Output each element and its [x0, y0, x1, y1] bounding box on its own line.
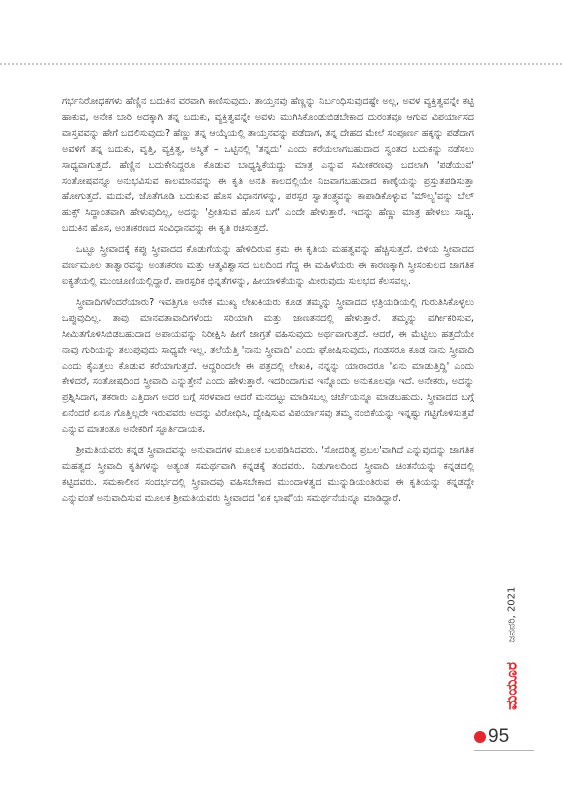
- issue-date: [497, 570, 527, 658]
- page-marker-dot: [474, 731, 486, 743]
- article-paragraph-1: ಗರ್ಭನಿರೋಧಕಗಳು ಹೆಣ್ಣಿನ ಬದುಕಿನ ವರವಾಗಿ ಕಾಣಿಸುವುದು. ತಾಯ್ತನವು ಹೆಣ್ಣನ್ನು ನಿರ್ಬಂಧಿಸುವುದಷ್ಟೇ ಅಲ್ಲ, ಅವಳ ವ್ಯಕ್ತಿತ್ವವನ್ನೇ ಕಟ್ಟಿ ಹಾಕುವ, ಅನೇಕ ಬಾರಿ ಅದಕ್ಕಾಗಿ ತನ್ನ ಬದುಕು, ವ್ಯಕ್ತಿತ್ವವನ್ನೇ ಅವಳು ಮುಗಿಸಿಕೊಂಡುಬಿಡಬೇಕಾದ ದುರಂತವೂ ಆಗುವ ವಿಪರ್ಯಾಸದ ವಾಸ್ತವವನ್ನು ಹೇಗೆ ಬದಲಿಸುವುದು? ಹೆಣ್ಣು ತನ್ನ ಆಯ್ಕೆಯಲ್ಲಿ ತಾಯ್ತನವನ್ನು ಪಡೆದಾಗ, ತನ್ನ ದೇಹದ ಮೇಲೆ ಸಂಪೂರ್ಣ ಹಕ್ಕನ್ನು ಪಡೆದಾಗ ಅವಳಿಗೆ ತನ್ನ ಬದುಕು, ವೃತ್ತಿ, ವ್ಯಕ್ತಿತ್ವ, ಅಸ್ಮಿತೆ – ಒಟ್ಟಿನಲ್ಲಿ 'ತನ್ನದು' ಎಂದು ಕರೆಯಲಾಗಬಹುದಾದ ಸ್ವಂತದ ಬದುಕನ್ನು ನಡೆಸಲು ಸಾಧ್ಯವಾಗುತ್ತದೆ. ಹೆಣ್ಣಿನ ಬದುಕೇನಿದ್ದರೂ ಕೊಡುವ ಬಾಧ್ಯಸ್ಥಿಕೆಯದ್ದು ಮಾತ್ರ ಎನ್ನುವ ಸಮೀಕರಣವು ಬದಲಾಗಿ 'ಪಡೆಯುವ' ಸಂತೋಷವನ್ನೂ ಅನುಭವಿಸುವ ಕಾಲಮಾನವನ್ನು ಈ ಕೃತಿ ಅನತಿ ಕಾಲದಲ್ಲಿಯೇ ನಿಜವಾಗಬಹುದಾದ ಕಾಣ್ಕೆಯನ್ನು ಪ್ರಸ್ತುತಪಡಿಸುತ್ತಾ ಹೋಗುತ್ತದೆ. ಮದುವೆ, ಜೊತೆಗೂಡಿ ಬದುಕುವ ಹೊಸ ವಿಧಾನಗಳನ್ನು, ಪರಸ್ಪರ ಸ್ವಾತಂತ್ರ್ಯವನ್ನು ಕಾಪಾಡಿಕೊಳ್ಳುವ 'ಮೌಲ್ಯ'ವನ್ನು ಬೆಲ್ ಹುಕ್ಸ್ ಸಿದ್ಧಾಂತವಾಗಿ ಹೇಳುವುದಿಲ್ಲ, ಅದನ್ನು 'ಪ್ರೀತಿಸುವ ಹೊಸ ಬಗೆ' ಎಂದೇ ಹೇಳುತ್ತಾರೆ. ಇದನ್ನು ಹೆಣ್ಣು ಮಾತ್ರ ಹೇಳಲು ಸಾಧ್ಯ. ಬದುಕಿನ ಹೊಸ, ಅಂತಃಕರಣದ ಸಂವಿಧಾನವನ್ನು ಈ ಕೃತಿ ರಚಿಸುತ್ತದೆ.: [62, 96, 474, 235]
- magazine-sidebar: [497, 570, 527, 720]
- article-body: [62, 94, 474, 512]
- article-paragraph-3: ಸ್ತ್ರೀವಾದಿಗಳೆಂದರೆಯಾರು? ಇವತ್ತಿಗೂ ಅನೇಕ ಮುಖ್ಯ ಲೇಖಕಿಯರು ಕೂಡ ತಮ್ಮನ್ನು ಸ್ತ್ರೀವಾದದ ಛತ್ರಿಯಡಿಯಲ್ಲಿ ಗುರುತಿಸಿಕೊಳ್ಳಲು ಒಪ್ಪುವುದಿಲ್ಲ. ತಾವು ಮಾನವತಾವಾದಿಗಳೆಂದು ಸರಿಯಾಗಿ ಮತ್ತು ಜಾಣತನದಲ್ಲಿ ಹೇಳುತ್ತಾರೆ. ತಮ್ಮನ್ನು ವರ್ಗೀಕರಿಸುವ, ಸೀಮಿತಗೊಳಿಸಿಬಿಡಬಹುದಾದ ಅಪಾಯವನ್ನು ನಿರೀಕ್ಷಿಸಿ ಹೀಗೆ ಜಾಗ್ರತೆ ವಹಿಸುವುದು ಅರ್ಥವಾಗುತ್ತದೆ. ಆದರೆ, ಈ ಮೆಟ್ಟಿಲು ಹತ್ತದೆಯೇ ನಾವು ಗುರಿಯನ್ನು ತಲುಪುವುದು ಸಾಧ್ಯವೇ ಇಲ್ಲ. ತಲೆಯೆತ್ತಿ 'ನಾನು ಸ್ತ್ರೀವಾದಿ' ಎಂದು ಘೋಷಿಸುವುದು, ಗಂಡಸರೂ ಕೂಡ ನಾನು ಸ್ತ್ರೀವಾದಿ ಎಂದು ಕೈಎತ್ತಲು ಕೊಡುವ ಕರೆಯಾಗುತ್ತದೆ. ಆದ್ದರಿಂದಲೇ ಈ ಪತ್ರದಲ್ಲಿ ಲೇಖಕಿ, ನನ್ನನ್ನು ಯಾರಾದರೂ 'ಏನು ಮಾಡುತ್ತಿದ್ದಿ' ಎಂದು ಕೇಳಿದರೆ, ಸಂತೋಷದಿಂದ ಸ್ತ್ರೀವಾದಿ ಎನ್ನುತ್ತೇನೆ ಎಂದು ಹೇಳುತ್ತಾರೆ. ಇದರಿಂದಾಗುವ ಇನ್ನೊಂದು ಅನುಕೂಲವೂ ಇದೆ. ಅನೇಕರು, ಅದನ್ನು ಪ್ರಶ್ನಿಸಿದಾಗ, ತಕರಾರು ಎತ್ತಿದಾಗ ಅದರ ಬಗ್ಗೆ ಸರಳವಾದ ಆದರೆ ಮನದಟ್ಟು ಮಾಡಿಸಬಲ್ಲ ಚರ್ಚೆಯನ್ನೂ ಮಾಡಬಹುದು. ಸ್ತ್ರೀವಾದದ ಬಗ್ಗೆ ಏನೆಂದರೆ ಏನೂ ಗೊತ್ತಿಲ್ಲದೇ ಇರುವವರು ಅದನ್ನು ವಿರೋಧಿಸಿ, ದ್ವೇಷಿಸುವ ವಿಪರ್ಯಾಸವು ತಮ್ಮ ನಂಬಿಕೆಯನ್ನು ಇನ್ನಷ್ಟು ಗಟ್ಟಿಗೊಳಿಸುತ್ತವೆ ಎನ್ನುವ ಮಾತಂತೂ ಅನೇಕರಿಗೆ ಸ್ಫೂರ್ತಿದಾಯಕ.: [62, 296, 474, 436]
- page-number: 95: [488, 726, 510, 747]
- issue-date-text: ಜನವರಿ, 2021: [506, 586, 518, 642]
- magazine-logo: [493, 658, 531, 714]
- magazine-logo-text: ಮಯೂರ: [502, 662, 521, 710]
- header-dotted-rule: [0, 63, 562, 65]
- article-paragraph-4: ಶ್ರೀಮತಿಯವರು ಕನ್ನಡ ಸ್ತ್ರೀವಾದವನ್ನು ಅನುವಾದಗಳ ಮೂಲಕ ಬಲಪಡಿಸಿದವರು. 'ಸೋದರಿತ್ವ ಪ್ರಬಲ'ವಾಗಿದೆ ಎನ್ನುವುದನ್ನು ಜಾಗತಿಕ ಮಹತ್ವದ ಸ್ತ್ರೀವಾದಿ ಕೃತಿಗಳನ್ನು ಅತ್ಯಂತ ಸಮರ್ಥವಾಗಿ ಕನ್ನಡಕ್ಕೆ ತಂದವರು. ನಿಡುಗಾಲದಿಂದ ಸ್ತ್ರೀವಾದಿ ಚಿಂತನೆಯನ್ನು ಕನ್ನಡದಲ್ಲಿ ಕಟ್ಟಿದವರು. ಸಮಕಾಲೀನ ಸಂದರ್ಭದಲ್ಲಿ ಸ್ತ್ರೀವಾದವು ವಹಿಸಬೇಕಾದ ಮುಂದಾಳತ್ವದ ಮುನ್ನುಡಿಯಂತಿರುವ ಈ ಕೃತಿಯನ್ನು ಕನ್ನಡದ್ದೇ ಎನ್ನುವಂತೆ ಅನುವಾದಿಸುವ ಮೂಲಕ ಶ್ರೀಮತಿಯವರು ಸ್ತ್ರೀವಾದದ 'ಏಕ ಭಾಷೆ'ಯ ಸಮರ್ಥನೆಯನ್ನೂ ಮಾಡಿದ್ದಾರೆ.: [62, 445, 474, 504]
- article-paragraph-2: ಒಟ್ಟೂ ಸ್ತ್ರೀವಾದಕ್ಕೆ ಕಪ್ಪು ಸ್ತ್ರೀವಾದದ ಕೊಡುಗೆಯನ್ನು ಹೇಳಿದಿರುವ ಕ್ರಮ ಈ ಕೃತಿಯ ಮಹತ್ವವನ್ನು ಹೆಚ್ಚಿಸುತ್ತದೆ. ಬಿಳಿಯ ಸ್ತ್ರೀವಾದದ ವರ್ಣಮೂಲ ತಾತ್ವಾರವನ್ನು ಅಂತಃಕರಣ ಮತ್ತು ಆತ್ಮವಿಶ್ವಾಸದ ಬಲದಿಂದ ಗೆದ್ದ ಈ ಮಹಿಳೆಯರು ಈ ಕಾರಣಕ್ಕಾಗಿ ಸ್ತ್ರೀಸಂಕುಲದ ಜಾಗತಿಕ ಐಕ್ಯತೆಯಲ್ಲಿ ಮುಂಚೂಣಿಯಲ್ಲಿದ್ದಾರೆ. ಪಾರಸ್ಪರಿಕ ಭಿನ್ನತೆಗಳನ್ನು, ಹೀಯಾಳಿಕೆಯನ್ನು ಮೀರುವುದು ಸುಲಭದ ಕೆಲಸವಲ್ಲ.: [62, 244, 474, 287]
- page-number-rule: [474, 750, 534, 751]
